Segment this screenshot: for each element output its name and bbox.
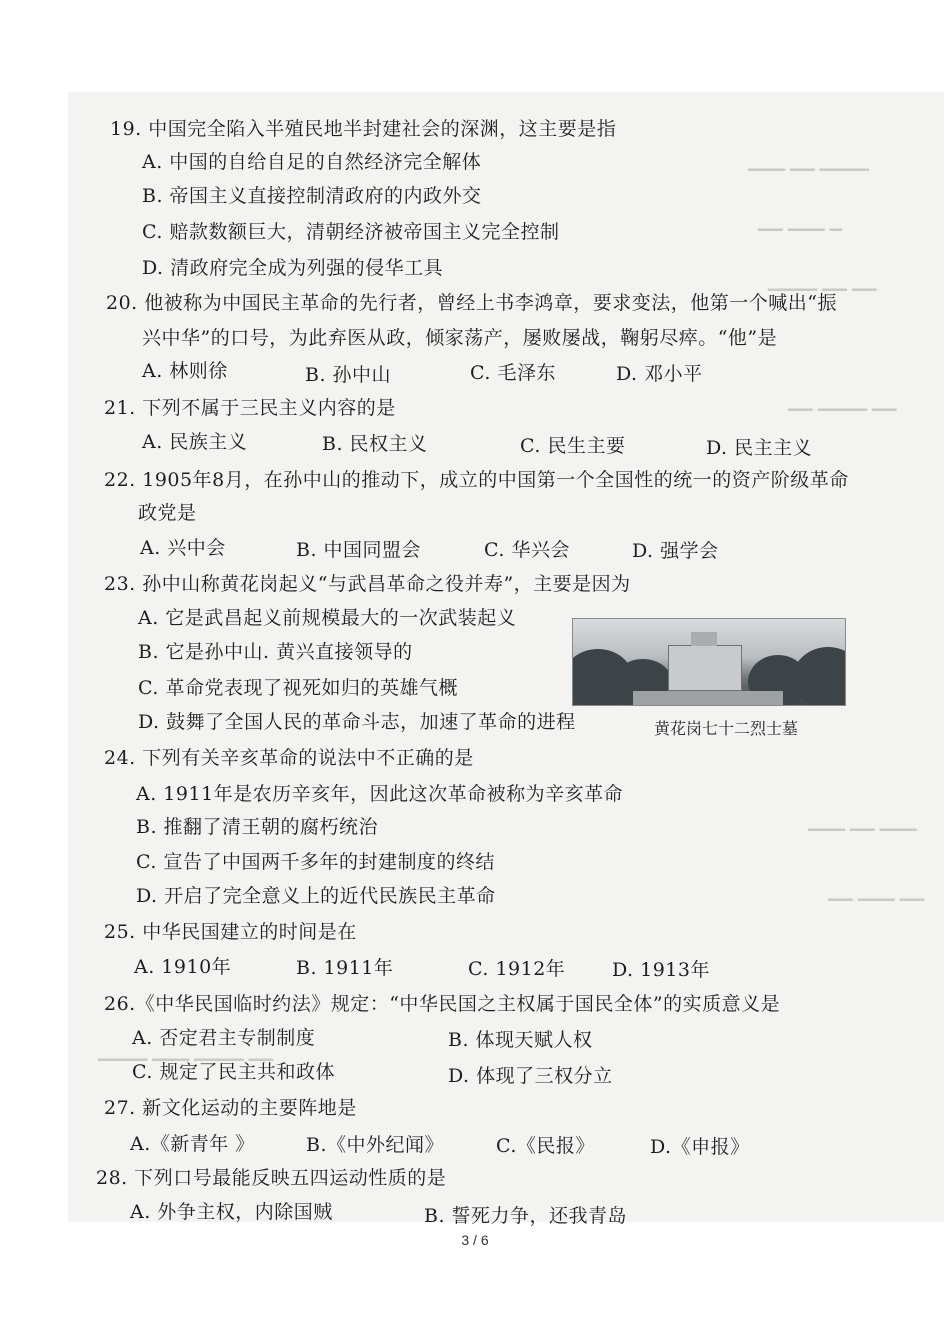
- q27-option-b: B.《中外纪闻》: [306, 1134, 445, 1156]
- q19-option-c: C. 赔款数额巨大，清朝经济被帝国主义完全控制: [142, 221, 560, 243]
- bleed-through-2: ▁▁ ▁▁▁ ▁: [758, 212, 842, 231]
- q24-option-b: B. 推翻了清王朝的腐朽统治: [136, 816, 379, 838]
- q25-stem: 25. 中华民国建立的时间是在: [104, 921, 357, 943]
- q28-stem: 28. 下列口号最能反映五四运动性质的是: [96, 1167, 447, 1189]
- q20-stem-line2: 兴中华”的口号，为此弃医从政，倾家荡产，屡败屡战，鞠躬尽瘁。“他”是: [142, 327, 778, 349]
- q20-stem-line1: 20. 他被称为中国民主革命的先行者，曾经上书李鸿章，要求变法，他第一个喊出“振: [106, 292, 837, 314]
- q19-option-d: D. 清政府完全成为列强的侵华工具: [142, 257, 444, 279]
- q23-option-d: D. 鼓舞了全国人民的革命斗志，加速了革命的进程: [138, 711, 576, 733]
- q24-stem: 24. 下列有关辛亥革命的说法中不正确的是: [104, 747, 474, 769]
- q19-option-b: B. 帝国主义直接控制清政府的内政外交: [142, 185, 482, 207]
- photo-caption: 黄花岗七十二烈士墓: [654, 719, 799, 738]
- q25-option-b: B. 1911年: [296, 957, 394, 979]
- q24-option-d: D. 开启了完全意义上的近代民族民主革命: [136, 885, 496, 907]
- q26-option-d: D. 体现了三权分立: [448, 1065, 613, 1087]
- bleed-through-7: ▁▁▁▁ ▁▁▁ ▁▁▁▁ ▁▁: [98, 1042, 274, 1061]
- q21-stem: 21. 下列不属于三民主义内容的是: [104, 397, 396, 419]
- bleed-through-5: ▁▁▁ ▁▁ ▁▁▁: [808, 812, 917, 831]
- q24-option-c: C. 宣告了中国两千多年的封建制度的终结: [136, 851, 495, 873]
- q27-option-d: D.《申报》: [650, 1136, 750, 1158]
- q26-stem: 26.《中华民国临时约法》规定：“中华民国之主权属于国民全体”的实质意义是: [104, 993, 781, 1015]
- bleed-through-1: ▁▁▁ ▁▁ ▁▁▁▁: [748, 152, 869, 171]
- q25-option-c: C. 1912年: [468, 958, 566, 980]
- q28-option-b: B. 誓死力争，还我青岛: [424, 1205, 628, 1227]
- q19-stem: 19. 中国完全陷入半殖民地半封建社会的深渊，这主要是指: [110, 118, 617, 140]
- huanghuagang-tomb-photo: [572, 618, 846, 706]
- q22-option-a: A. 兴中会: [140, 537, 226, 559]
- q25-option-a: A. 1910年: [134, 956, 232, 978]
- bleed-through-3: ▁▁▁▁ ▁▁ ▁▁: [768, 272, 877, 291]
- q20-option-a: A. 林则徐: [142, 360, 228, 382]
- q23-option-c: C. 革命党表现了视死如归的英雄气概: [138, 677, 458, 699]
- q22-option-c: C. 华兴会: [484, 539, 570, 561]
- q27-option-a: A.《新青年 》: [130, 1133, 255, 1155]
- q21-option-b: B. 民权主义: [322, 433, 428, 455]
- q27-option-c: C.《民报》: [496, 1135, 595, 1157]
- q26-option-c: C. 规定了民主共和政体: [132, 1061, 335, 1083]
- q24-option-a: A. 1911年是农历辛亥年，因此这次革命被称为辛亥革命: [136, 783, 624, 805]
- q26-option-a: A. 否定君主专制制度: [132, 1027, 316, 1049]
- q27-stem: 27. 新文化运动的主要阵地是: [104, 1097, 357, 1119]
- q23-option-b: B. 它是孙中山. 黄兴直接领导的: [138, 641, 413, 663]
- q23-stem: 23. 孙中山称黄花岗起义“与武昌革命之役并寿”，主要是因为: [104, 573, 631, 595]
- q21-option-d: D. 民主主义: [706, 437, 813, 459]
- q19-option-a: A. 中国的自给自足的自然经济完全解体: [142, 151, 482, 173]
- q25-option-d: D. 1913年: [612, 959, 710, 981]
- bleed-through-4: ▁▁ ▁▁▁▁ ▁▁: [788, 392, 897, 411]
- q23-option-a: A. 它是武昌起义前规模最大的一次武装起义: [138, 607, 517, 629]
- q22-stem-line1: 22. 1905年8月，在孙中山的推动下，成立的中国第一个全国性的统一的资产阶级革命: [104, 469, 849, 491]
- q20-option-b: B. 孙中山: [305, 364, 392, 386]
- q20-option-d: D. 邓小平: [616, 363, 703, 385]
- q21-option-a: A. 民族主义: [142, 431, 248, 453]
- q28-option-a: A. 外争主权，内除国贼: [130, 1201, 333, 1223]
- q20-option-c: C. 毛泽东: [470, 362, 556, 384]
- q22-option-d: D. 强学会: [632, 540, 719, 562]
- q22-stem-line2: 政党是: [138, 502, 197, 524]
- page-number: 3 / 6: [461, 1232, 489, 1248]
- q21-option-c: C. 民生主要: [520, 435, 626, 457]
- q22-option-b: B. 中国同盟会: [296, 539, 422, 561]
- q26-option-b: B. 体现天赋人权: [448, 1029, 593, 1051]
- bleed-through-6: ▁▁ ▁▁▁ ▁▁: [828, 882, 925, 901]
